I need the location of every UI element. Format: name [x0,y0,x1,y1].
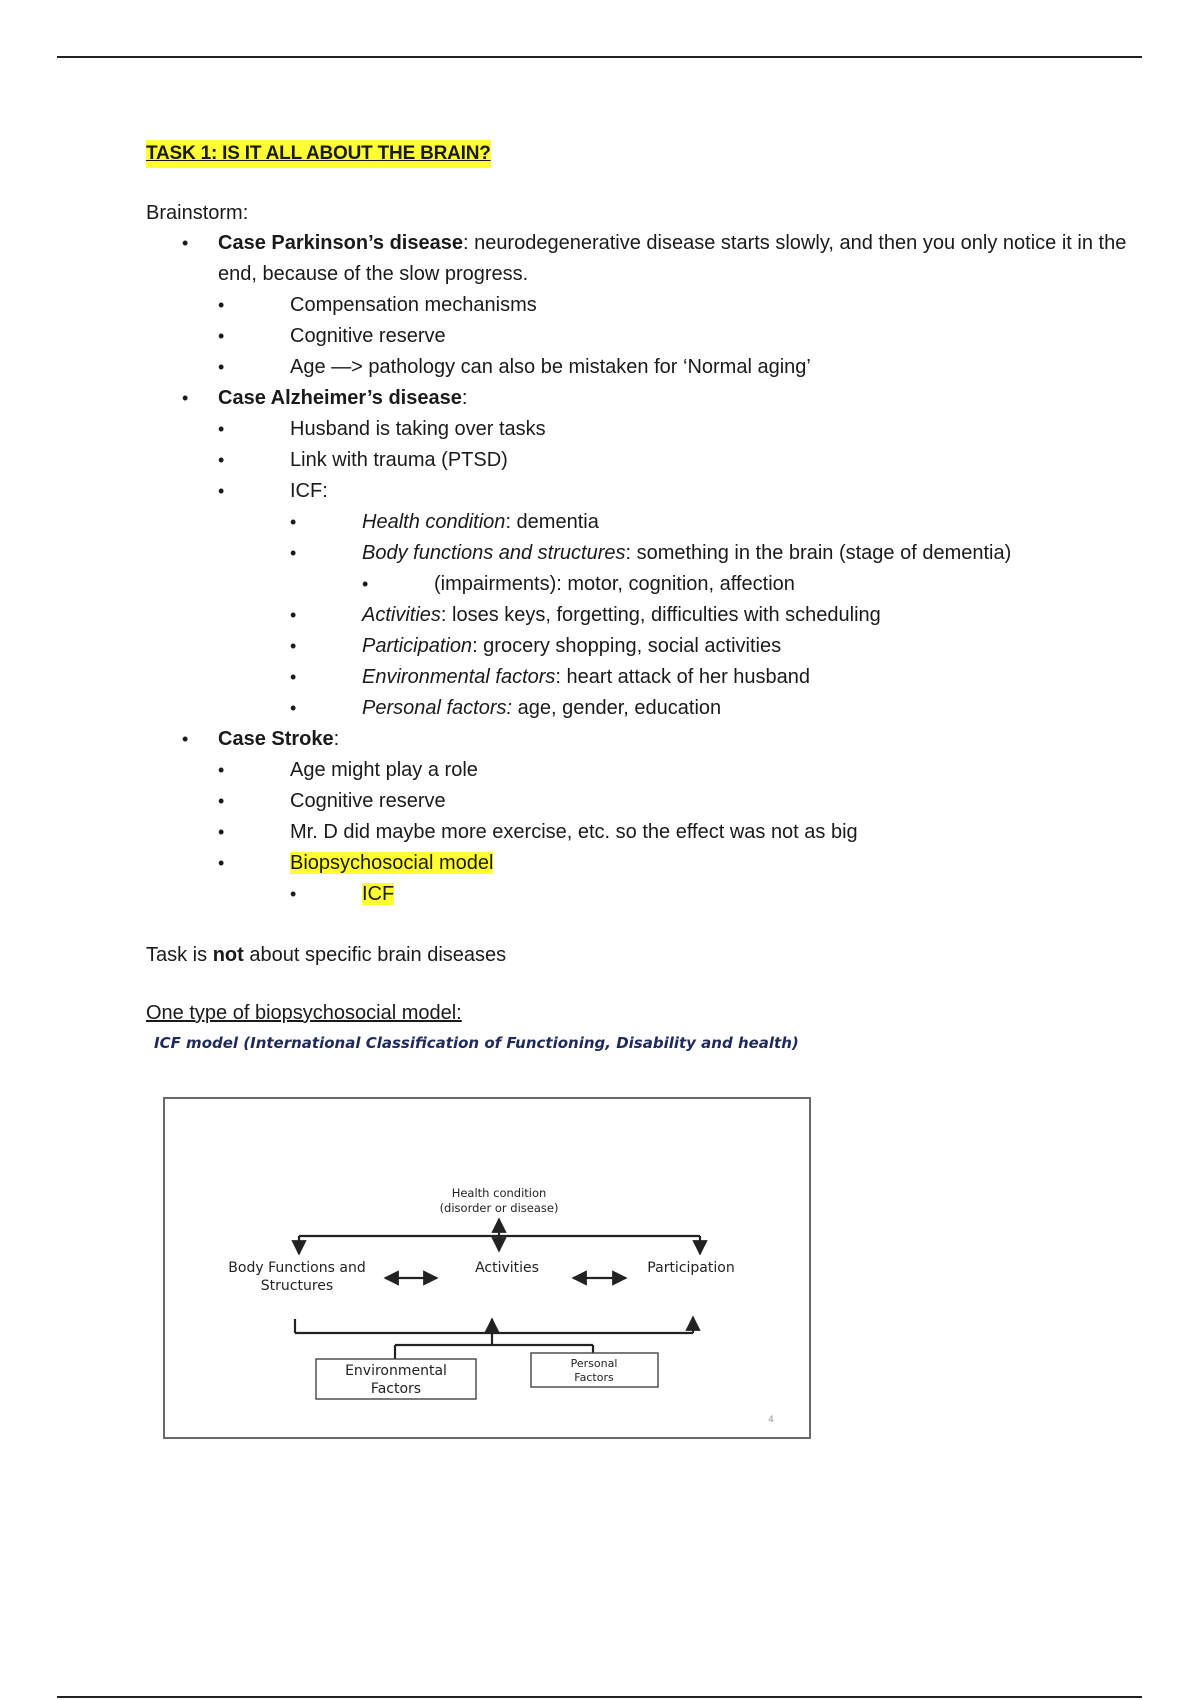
list-item: • (impairments): motor, cognition, affection [362,569,1146,600]
bottom-rule [57,1696,1142,1698]
case-list [146,228,1146,910]
icf-key: Health condition [362,511,506,533]
stroke-sublist [218,755,1146,910]
icf-value: : grocery shopping, social activities [472,635,782,657]
icf-label: ICF: [290,480,328,502]
case-parkinson-text: : neurodegenerative disease starts slowly, and then you only notice it in the end, because of the slow progress. [218,232,1127,285]
icf-diagram [163,1097,811,1439]
health-condition-label: Health condition [451,1186,547,1200]
list-item: • Husband is taking over tasks [218,414,1146,445]
icf-key: Personal factors: [362,697,513,719]
alzheimer-sublist [218,414,1146,724]
list-item: • Compensation mechanisms [218,290,1146,321]
list-item [290,600,1146,631]
icf-value: age, gender, education [512,697,722,719]
icf-diagram-svg [165,1099,809,1437]
case-stroke-head: Case Stroke [218,728,334,750]
parkinson-sublist [218,290,1146,383]
list-item [290,662,1146,693]
case-parkinson-head: Case Parkinson’s disease [218,232,463,254]
icf-highlight: ICF [362,883,395,905]
list-item: • Cognitive reserve [218,321,1146,352]
note-text: about specific brain diseases [243,944,507,966]
icf-sublist [290,507,1146,724]
icf-value: : heart attack of her husband [555,666,811,688]
brainstorm-label: Brainstorm: [146,202,249,224]
list-item: • Age might play a role [218,755,1146,786]
list-item [218,848,1146,910]
health-condition-sublabel: (disorder or disease) [439,1201,559,1215]
body-functions-label: Body Functions and [228,1260,366,1276]
top-rule [57,56,1142,58]
list-item [290,538,1146,600]
model-sublist [290,879,1146,910]
env-factors-label: Environmental [345,1363,447,1379]
list-item [218,476,1146,724]
list-item: • Mr. D did maybe more exercise, etc. so the effect was not as big [218,817,1146,848]
icf-key: Activities [362,604,441,626]
note-bold: not [212,944,244,966]
list-item: • Age —> pathology can also be mistaken for ‘Normal aging’ [218,352,1146,383]
note-text: Task is [146,944,213,966]
icf-key: Participation [362,635,473,657]
list-item: • Link with trauma (PTSD) [218,445,1146,476]
biopsychosocial-highlight: Biopsychosocial model [290,852,494,874]
icf-value: : something in the brain (stage of dementia) [625,542,1012,564]
personal-factors-sublabel: Factors [574,1371,614,1384]
case-alzheimer [146,383,1146,724]
case-parkinson [146,228,1146,383]
activities-label: Activities [475,1260,539,1276]
icf-value: : loses keys, forgetting, difficulties with scheduling [440,604,881,626]
impairments-sublist [362,569,1146,600]
colon: : [461,387,468,409]
icf-key: Environmental factors [362,666,556,688]
one-type-heading: One type of biopsychosocial model: [146,1002,462,1024]
case-alzheimer-head: Case Alzheimer’s disease [218,387,462,409]
document-body [146,140,1146,1052]
body-functions-sublabel: Structures [260,1278,334,1294]
env-factors-sublabel: Factors [370,1381,422,1397]
page-title: TASK 1: IS IT ALL ABOUT THE BRAIN? [146,140,491,168]
list-item [290,693,1146,724]
list-item [290,507,1146,538]
icf-caption: ICF model (International Classification of Functioning, Disability and health) [154,1034,799,1052]
personal-factors-label: Personal [570,1357,618,1370]
participation-label: Participation [647,1260,735,1276]
list-item [290,631,1146,662]
icf-key: Body functions and structures [362,542,626,564]
slide-page-number: 4 [768,1415,774,1425]
list-item: • Cognitive reserve [218,786,1146,817]
case-stroke [146,724,1146,910]
colon: : [333,728,340,750]
list-item [290,879,1146,910]
icf-value: : dementia [505,511,599,533]
note-paragraph [146,940,1146,970]
